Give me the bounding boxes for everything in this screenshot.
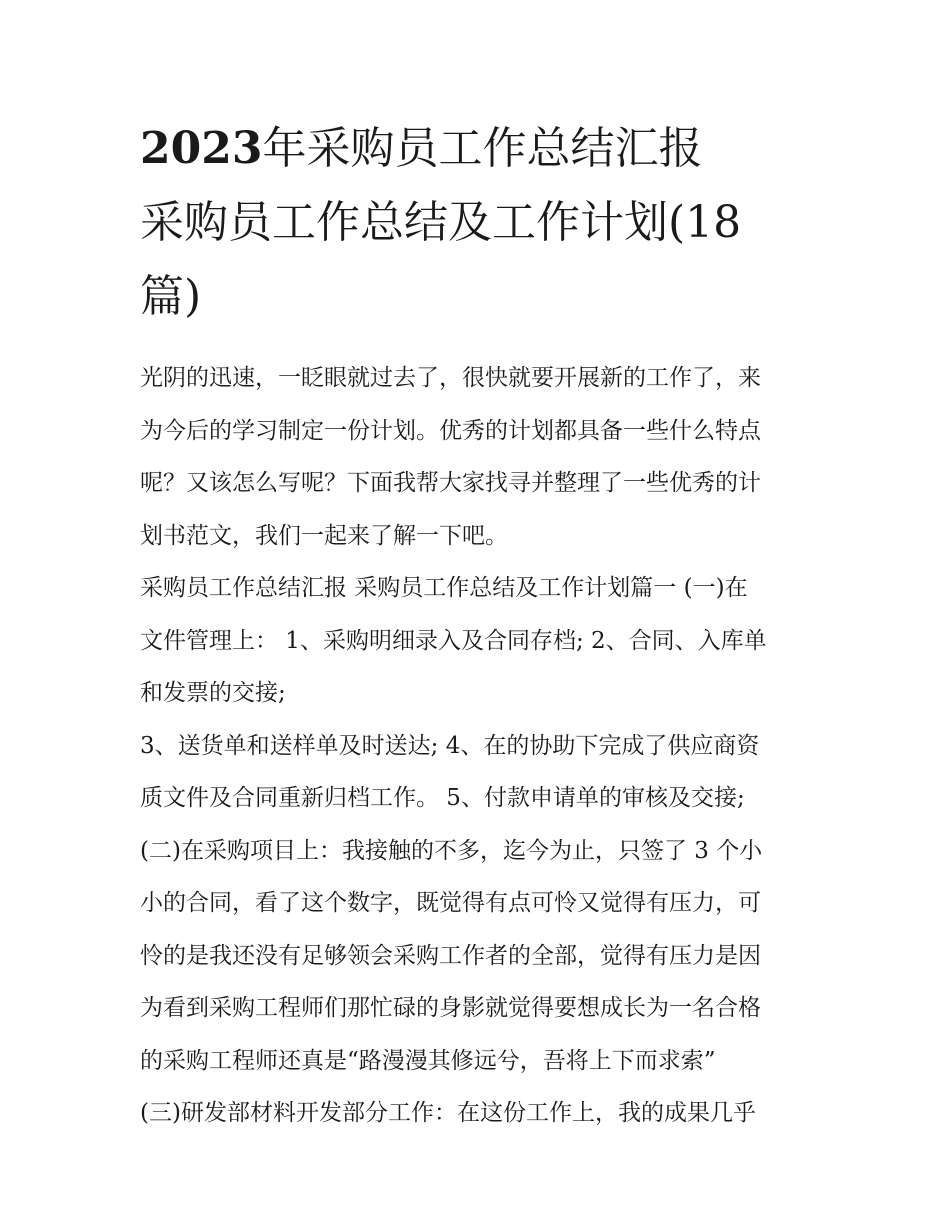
body-line: 和发票的交接; (140, 680, 286, 706)
body-line: 呢？又该怎么写呢？下面我帮大家找寻并整理了一些优秀的计 (140, 470, 761, 496)
body-line: 为今后的学习制定一份计划。优秀的计划都具备一些什么特点 (140, 417, 761, 444)
body-line: 划书范文，我们一起来了解一下吧。 (140, 522, 508, 549)
body-line: 3、送货单和送样单及时送达; 4、在的协助下完成了供应商资 (140, 732, 760, 759)
body-line: (三)研发部材料开发部分工作：在这份工作上，我的成果几乎 (140, 1100, 756, 1126)
title-line-1 (140, 112, 830, 186)
body-line: (二)在采购项目上：我接触的不多，迄今为止，只签了 3 个小 (140, 837, 763, 864)
title-line-3: 篇) (140, 271, 202, 322)
body-line: 为看到采购工程师们那忙碌的身影就觉得要想成长为一名合格 (140, 995, 761, 1021)
body-line: 质文件及合同重新归档工作。 5、付款申请单的审核及交接; (140, 785, 745, 811)
body-line: 采购员工作总结汇报 采购员工作总结及工作计划篇一 (一)在 (140, 575, 748, 601)
body-line: 小的合同，看了这个数字，既觉得有点可怜又觉得有压力，可 (140, 890, 761, 916)
body-line: 怜的是我还没有足够领会采购工作者的全部，觉得有压力是因 (140, 942, 761, 969)
document-title (140, 112, 830, 334)
body-line: 光阴的迅速，一眨眼就过去了，很快就要开展新的工作了，来 (140, 365, 761, 391)
title-year: 2023 (140, 123, 263, 174)
body-line: 的采购工程师还真是“路漫漫其修远兮，吾将上下而求索” (140, 1047, 716, 1074)
title-line-2: 采购员工作总结及工作计划(18 (140, 197, 742, 248)
body-line: 文件管理上： 1、采购明细录入及合同存档; 2、合同、入库单 (140, 627, 767, 654)
document-body (140, 352, 830, 1140)
title-line-1-text: 年采购员工作总结汇报 (262, 123, 703, 174)
